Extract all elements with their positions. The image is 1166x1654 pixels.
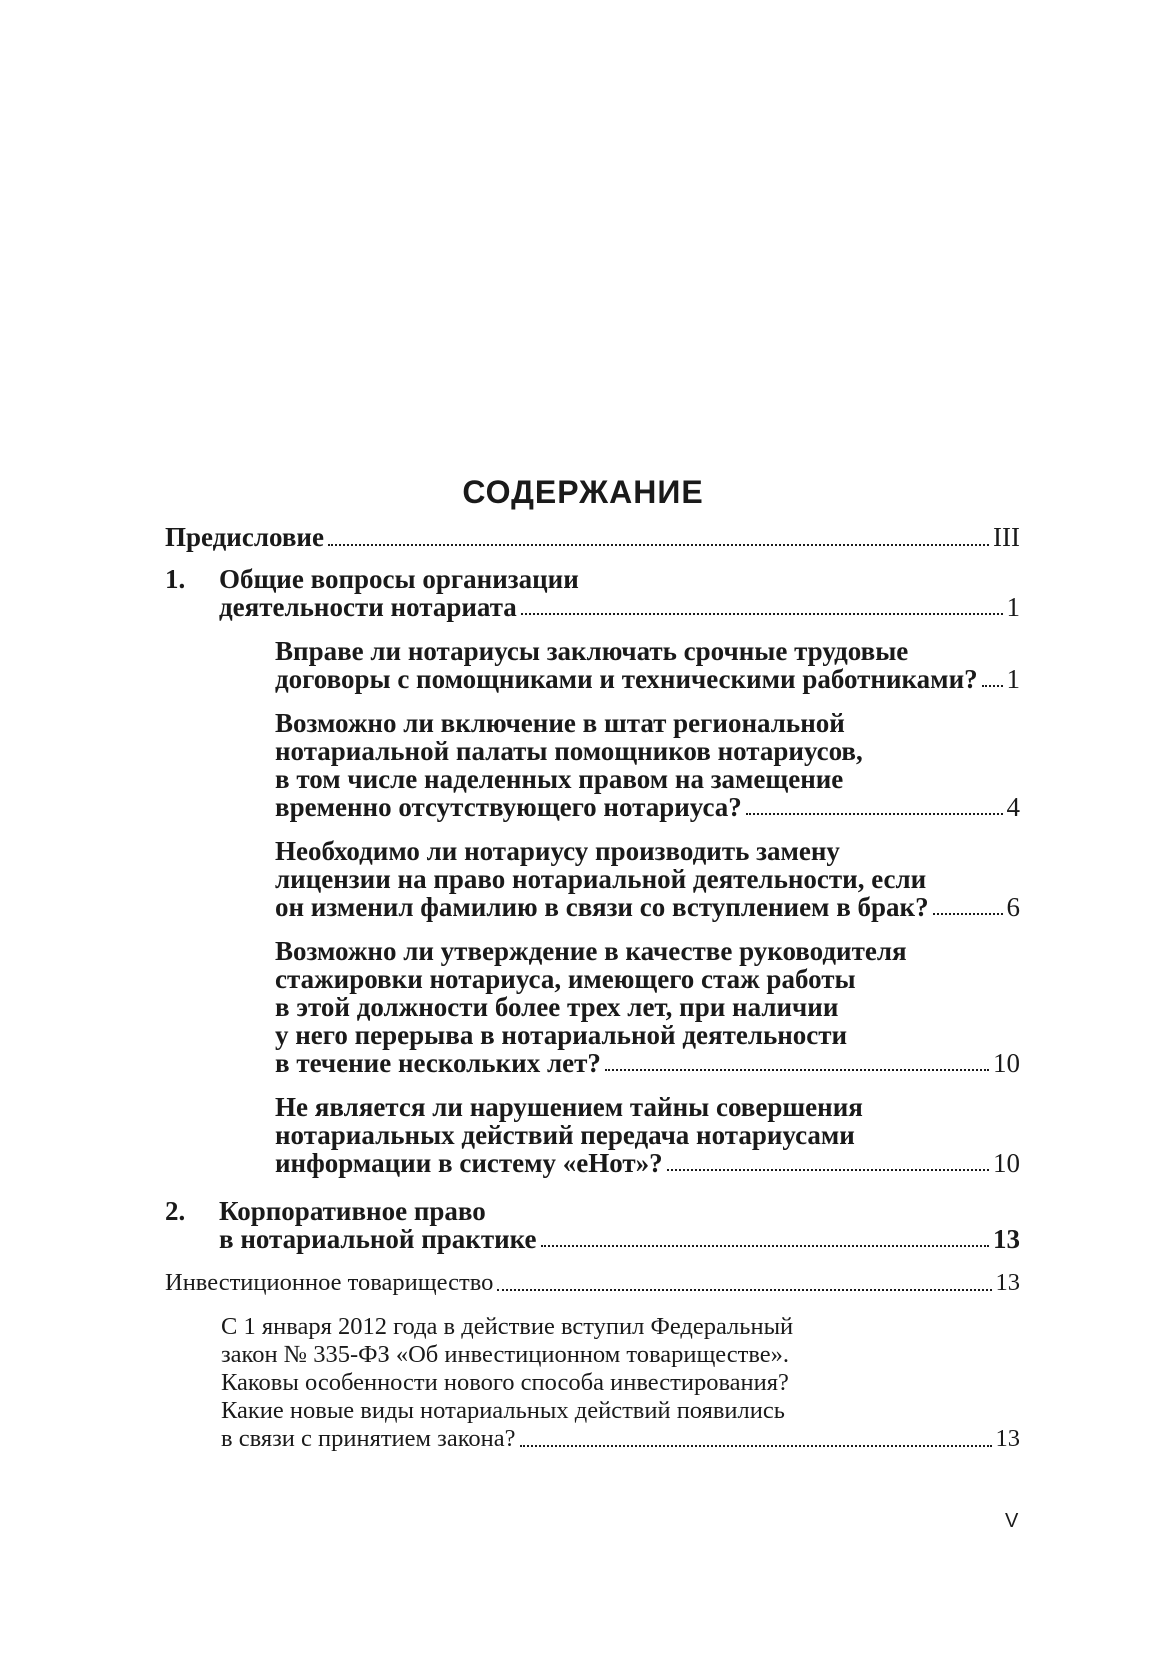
question-line: Каковы особенности нового способа инвестирования? bbox=[221, 1369, 789, 1396]
question-line: С 1 января 2012 года в действие вступил Федеральный bbox=[221, 1313, 794, 1340]
toc-chapter-2 bbox=[165, 1197, 1020, 1253]
toc-page-number: 13 bbox=[993, 1224, 1020, 1254]
question-line: он изменил фамилию в связи со вступлением в брак? bbox=[275, 892, 929, 922]
chapter-number: 1. bbox=[165, 564, 186, 594]
question-line: у него перерыва в нотариальной деятельности bbox=[275, 1020, 848, 1050]
question-line: в этой должности более трех лет, при наличии bbox=[275, 992, 839, 1022]
toc-page-number: 4 bbox=[1006, 792, 1020, 822]
toc-question bbox=[275, 709, 1020, 821]
chapter-title-entry bbox=[219, 593, 1020, 621]
chapter-title-line1: Корпоративное право bbox=[219, 1196, 486, 1226]
chapter-title-line2: в нотариальной практике bbox=[219, 1224, 537, 1254]
question-line: Возможно ли утверждение в качестве руководителя bbox=[275, 936, 907, 966]
question-line: Не является ли нарушением тайны совершения bbox=[275, 1092, 863, 1122]
question-line: лицензии на право нотариальной деятельности, если bbox=[275, 864, 927, 894]
question-line: Необходимо ли нотариусу производить замену bbox=[275, 836, 840, 866]
chapter-number: 2. bbox=[165, 1196, 186, 1226]
question-line: в том числе наделенных правом на замещение bbox=[275, 764, 844, 794]
toc-entry-preface bbox=[165, 522, 1020, 552]
chapter-title-line1: Общие вопросы организации bbox=[219, 564, 579, 594]
toc-chapter-1 bbox=[165, 565, 1020, 1177]
toc-page-number: 13 bbox=[995, 1269, 1020, 1296]
toc-page-number: 6 bbox=[1006, 892, 1020, 922]
dot-leader bbox=[667, 1169, 989, 1171]
question-line: в связи с принятием закона? bbox=[221, 1425, 516, 1452]
toc-page-number: 10 bbox=[993, 1148, 1020, 1178]
toc-page-number: 13 bbox=[995, 1425, 1020, 1452]
toc-page-number: III bbox=[993, 522, 1020, 552]
toc-page-number: 1 bbox=[1006, 592, 1020, 622]
chapter-body bbox=[219, 565, 1020, 1177]
dot-leader bbox=[605, 1069, 989, 1071]
chapter-body bbox=[219, 1197, 1020, 1253]
question-line: информации в систему «еНот»? bbox=[275, 1148, 663, 1178]
dot-leader bbox=[541, 1245, 989, 1247]
dot-leader bbox=[933, 913, 1003, 915]
toc-section bbox=[165, 1269, 1020, 1297]
question-line: Вправе ли нотариусы заключать срочные трудовые bbox=[275, 636, 909, 666]
question-line: в течение нескольких лет? bbox=[275, 1048, 601, 1078]
section-label: Инвестиционное товарищество bbox=[165, 1269, 494, 1296]
question-line: нотариальных действий передача нотариусами bbox=[275, 1120, 855, 1150]
toc-page-number: 1 bbox=[1006, 664, 1020, 694]
question-list bbox=[221, 1313, 1020, 1453]
question-line: стажировки нотариуса, имеющего стаж работы bbox=[275, 964, 856, 994]
dot-leader bbox=[982, 685, 1003, 687]
toc-question bbox=[275, 637, 1020, 693]
dot-leader bbox=[521, 613, 1003, 615]
table-of-contents bbox=[165, 522, 1020, 1453]
question-line: договоры с помощниками и техническими работниками? bbox=[275, 664, 978, 694]
dot-leader bbox=[746, 813, 1003, 815]
toc-page-number: 10 bbox=[993, 1048, 1020, 1078]
toc-question bbox=[221, 1313, 1020, 1453]
question-line: закон № 335-ФЗ «Об инвестиционном товариществе». bbox=[221, 1341, 790, 1368]
dot-leader bbox=[520, 1445, 992, 1447]
dot-leader bbox=[497, 1289, 991, 1291]
chapter-title-line2: деятельности нотариата bbox=[219, 592, 517, 622]
toc-question bbox=[275, 937, 1020, 1077]
folio-page-number: V bbox=[1005, 1510, 1019, 1532]
question-list bbox=[275, 637, 1020, 1177]
question-line: Возможно ли включение в штат региональной bbox=[275, 708, 845, 738]
toc-question bbox=[275, 837, 1020, 921]
page-title: СОДЕРЖАНИЕ bbox=[462, 474, 704, 510]
question-line: нотариальной палаты помощников нотариусов, bbox=[275, 736, 863, 766]
question-line: Какие новые виды нотариальных действий появились bbox=[221, 1397, 785, 1424]
chapter-title-line bbox=[219, 565, 1020, 593]
toc-question bbox=[275, 1093, 1020, 1177]
question-line: временно отсутствующего нотариуса? bbox=[275, 792, 742, 822]
toc-entry-label: Предисловие bbox=[165, 522, 324, 552]
dot-leader bbox=[328, 544, 989, 546]
